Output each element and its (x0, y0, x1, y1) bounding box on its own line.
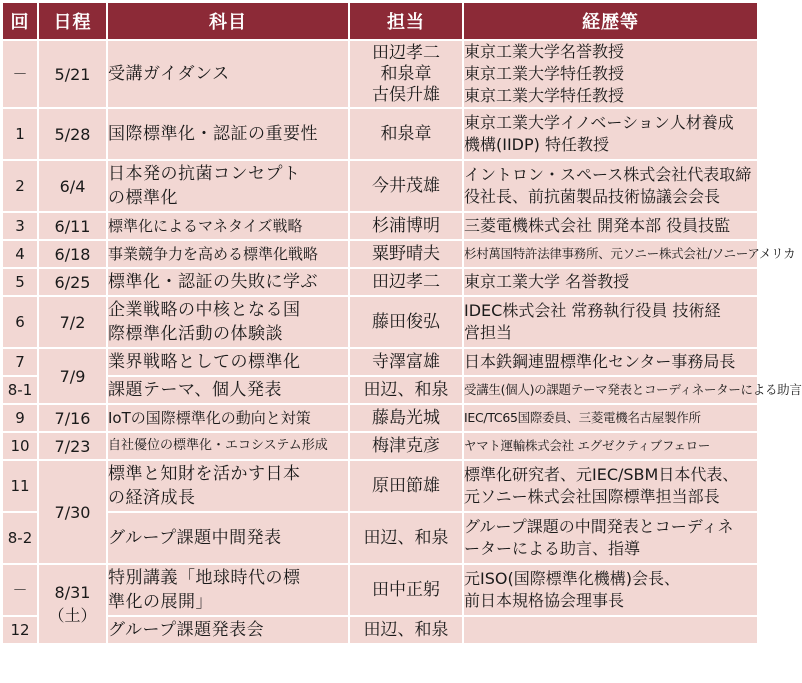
instructor-line: 田辺孝二 (372, 271, 440, 292)
session-date: 5/21 (38, 40, 107, 108)
session-number: 3 (2, 212, 38, 240)
session-number: － (2, 564, 38, 616)
career-line: 受講生(個人)の課題テーマ発表とコーディネーターによる助言 (464, 382, 802, 397)
session-instructor (349, 564, 463, 616)
instructor-line: 今井茂雄 (372, 175, 440, 196)
session-date: 6/4 (38, 160, 107, 212)
career-line: ヤマト運輸株式会社 エグゼクティブフェロー (464, 438, 711, 453)
session-number: 10 (2, 432, 38, 460)
table-row (2, 160, 758, 212)
subject-line: 業界戦略としての標準化 (108, 352, 301, 372)
table-row (2, 108, 758, 160)
session-instructor (349, 460, 463, 512)
career-line: 標準化研究者、元IEC/SBM日本代表、 (464, 465, 739, 484)
career-line: 東京工業大学特任教授 (464, 64, 625, 83)
session-instructor (349, 348, 463, 376)
session-date: 6/18 (38, 240, 107, 268)
date-line: （土） (48, 606, 97, 625)
table-row (2, 296, 758, 348)
session-career (463, 404, 758, 432)
table-row (2, 40, 758, 108)
session-number: 7 (2, 348, 38, 376)
subject-line: 受講ガイダンス (108, 64, 230, 84)
career-line: 機構(IIDP) 特任教授 (464, 135, 609, 154)
session-instructor (349, 432, 463, 460)
session-instructor (349, 240, 463, 268)
subject-line: 際標準化活動の体験談 (108, 324, 283, 344)
session-number: 5 (2, 268, 38, 296)
career-line: 役社長、前抗菌製品技術協議会会長 (464, 187, 721, 206)
instructor-line: 藤島光城 (372, 407, 440, 428)
table-row (2, 348, 758, 376)
session-instructor (349, 376, 463, 404)
session-career (463, 296, 758, 348)
session-number: 9 (2, 404, 38, 432)
instructor-line: 田辺、和泉 (363, 527, 449, 548)
subject-line: の経済成長 (108, 488, 196, 508)
session-subject (107, 108, 349, 160)
session-subject (107, 348, 349, 376)
session-number: － (2, 40, 38, 108)
session-date: 6/25 (38, 268, 107, 296)
subject-line: 標準と知財を活かす日本 (108, 464, 301, 484)
session-subject (107, 240, 349, 268)
table-row (2, 268, 758, 296)
subject-line: 標準化によるマネタイズ戦略 (108, 217, 303, 235)
subject-line: 準化の展開」 (108, 592, 213, 612)
session-number: 8-1 (2, 376, 38, 404)
career-line: イントロン・スペース株式会社代表取締 (464, 165, 752, 184)
career-line: 元ISO(国際標準化機構)会長、 (464, 569, 680, 588)
session-number: 12 (2, 616, 38, 644)
subject-line: 企業戦略の中核となる国 (108, 300, 301, 320)
header-subject: 科目 (107, 2, 349, 40)
session-instructor (349, 40, 463, 108)
session-subject (107, 460, 349, 512)
session-subject (107, 512, 349, 564)
session-career (463, 108, 758, 160)
table-row (2, 512, 758, 564)
instructor-line: 寺澤富雄 (372, 351, 440, 372)
career-line: 東京工業大学名誉教授 (464, 42, 625, 61)
session-date: 6/11 (38, 212, 107, 240)
header-date: 日程 (38, 2, 107, 40)
instructor-line: 粟野晴夫 (372, 243, 440, 264)
career-line: 元ソニー株式会社国際標準担当部長 (464, 487, 720, 506)
table-row (2, 616, 758, 644)
table-row (2, 432, 758, 460)
session-date: 7/30 (38, 460, 107, 564)
session-career (463, 376, 802, 404)
table-row (2, 212, 758, 240)
session-date: 7/9 (38, 348, 107, 404)
table-row (2, 564, 758, 616)
schedule-table (1, 1, 802, 645)
session-subject (107, 404, 349, 432)
header-row (2, 2, 758, 40)
session-career (463, 460, 758, 512)
session-instructor (349, 296, 463, 348)
subject-line: の標準化 (108, 188, 178, 208)
table-row (2, 460, 758, 512)
career-line: ーターによる助言、指導 (464, 539, 641, 558)
career-line: 三菱電機株式会社 開発本部 役員技監 (464, 216, 731, 235)
subject-line: 国際標準化・認証の重要性 (108, 124, 318, 144)
session-career (463, 160, 758, 212)
career-line: 前日本規格協会理事長 (464, 591, 625, 610)
session-date: 7/16 (38, 404, 107, 432)
session-number: 8-2 (2, 512, 38, 564)
session-career (463, 40, 758, 108)
header-instructor: 担当 (349, 2, 463, 40)
subject-line: 事業競争力を高める標準化戦略 (108, 245, 319, 263)
career-line: IEC/TC65国際委員、三菱電機名古屋製作所 (464, 410, 701, 425)
subject-line: 課題テーマ、個人発表 (108, 380, 282, 400)
session-career (463, 512, 758, 564)
session-career (463, 212, 758, 240)
subject-line: IoTの国際標準化の動向と対策 (108, 409, 311, 427)
session-instructor (349, 512, 463, 564)
session-subject (107, 268, 349, 296)
instructor-line: 藤田俊弘 (372, 311, 440, 332)
instructor-line: 原田節雄 (372, 475, 440, 496)
subject-line: 特別講義「地球時代の標 (108, 568, 301, 588)
session-date: 5/28 (38, 108, 107, 160)
header-no: 回 (2, 2, 38, 40)
session-career (463, 616, 758, 644)
session-number: 1 (2, 108, 38, 160)
session-date: 7/2 (38, 296, 107, 348)
session-subject (107, 376, 349, 404)
instructor-line: 田中正躬 (372, 579, 440, 600)
session-subject (107, 564, 349, 616)
instructor-line: 梅津克彦 (372, 435, 440, 456)
career-line: 東京工業大学 名誉教授 (464, 272, 630, 291)
career-line: 東京工業大学イノベーション人材養成 (464, 113, 734, 132)
session-subject (107, 212, 349, 240)
table-row (2, 404, 758, 432)
session-subject (107, 432, 349, 460)
session-instructor (349, 268, 463, 296)
session-instructor (349, 212, 463, 240)
session-career (463, 432, 758, 460)
table-row (2, 240, 758, 268)
table-row (2, 376, 758, 404)
session-subject (107, 296, 349, 348)
session-career (463, 268, 758, 296)
session-career (463, 564, 758, 616)
instructor-line: 田辺孝二 (372, 42, 440, 63)
session-subject (107, 616, 349, 644)
subject-line: グループ課題発表会 (108, 620, 265, 640)
instructor-line: 古俣升雄 (372, 84, 440, 105)
session-number: 11 (2, 460, 38, 512)
session-career (463, 348, 758, 376)
session-career (463, 240, 796, 268)
session-instructor (349, 616, 463, 644)
session-subject (107, 160, 349, 212)
career-line: IDEC株式会社 常務執行役員 技術経 (464, 301, 721, 320)
session-instructor (349, 160, 463, 212)
subject-line: 日本発の抗菌コンセプト (108, 164, 301, 184)
header-career: 経歴等 (463, 2, 758, 40)
session-number: 6 (2, 296, 38, 348)
career-line: 杉村萬国特許法律事務所、元ソニー株式会社/ソニーアメリカ (464, 246, 796, 261)
session-instructor (349, 404, 463, 432)
career-line: 営担当 (464, 323, 513, 342)
session-number: 2 (2, 160, 38, 212)
career-line: 東京工業大学特任教授 (464, 86, 625, 105)
instructor-line: 田辺、和泉 (363, 619, 449, 640)
career-line: グループ課題の中間発表とコーディネ (464, 517, 734, 536)
session-date (38, 564, 107, 644)
instructor-line: 和泉章 (380, 123, 432, 144)
subject-line: 自社優位の標準化・エコシステム形成 (108, 438, 328, 453)
instructor-line: 田辺、和泉 (363, 379, 449, 400)
session-number: 4 (2, 240, 38, 268)
session-subject (107, 40, 349, 108)
career-line: 日本鉄鋼連盟標準化センター事務局長 (464, 352, 736, 371)
date-line: 8/31 (54, 583, 91, 602)
instructor-line: 杉浦博明 (372, 215, 440, 236)
subject-line: グループ課題中間発表 (108, 528, 282, 548)
subject-line: 標準化・認証の失敗に学ぶ (108, 272, 318, 292)
session-date: 7/23 (38, 432, 107, 460)
instructor-line: 和泉章 (380, 63, 432, 84)
session-instructor (349, 108, 463, 160)
